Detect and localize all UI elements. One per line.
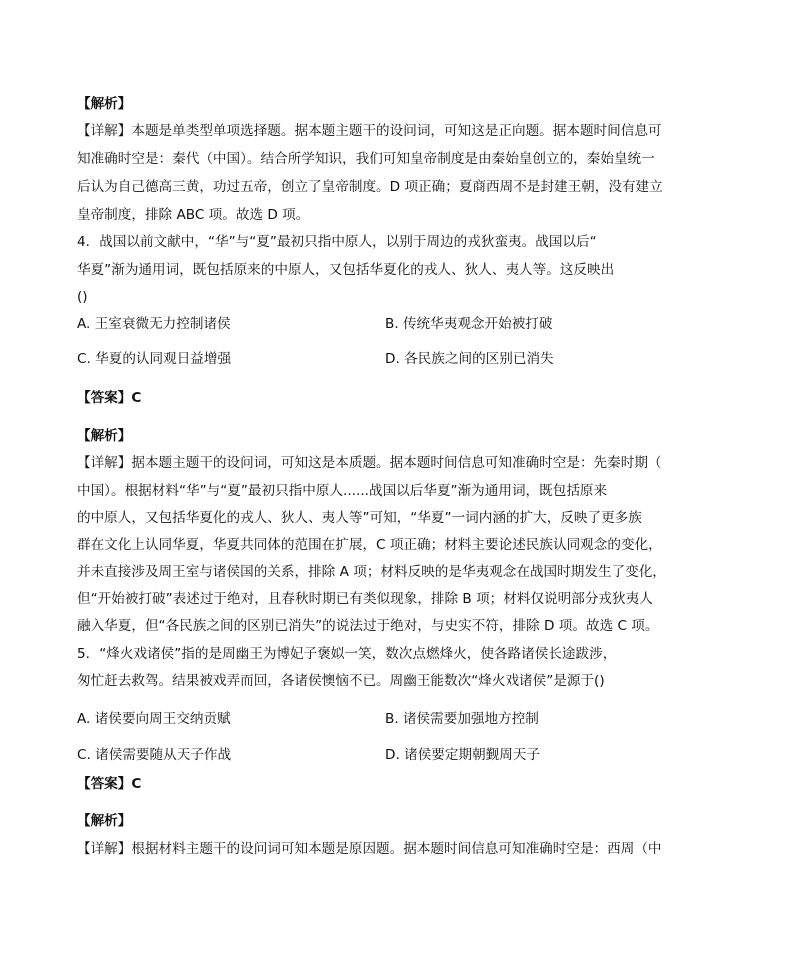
question-stem-line: 华夏”渐为通用词，既包括原来的中原人，又包括华夏化的戎人、狄人、夷人等。这反映出	[77, 262, 615, 278]
explanation-line: 知准确时空是：秦代（中国）。结合所学知识，我们可知皇帝制度是由秦始皇创立的，秦始皇统一	[77, 151, 655, 167]
explanation-line: 【详解】本题是单类型单项选择题。据本题主题干的设问词，可知这是正向题。据本题时间信息可	[77, 123, 662, 139]
option-c: C. 华夏的认同观日益增强	[77, 351, 232, 367]
question-stem-line: 4．战国以前文献中，“华”与“夏”最初只指中原人，以别于周边的戎狄蛮夷。战国以后“	[77, 234, 597, 250]
question-stem-line: ()	[77, 289, 88, 305]
question-stem-line: 5．“烽火戏诸侯”指的是周幽王为博妃子褒姒一笑，数次点燃烽火，使各路诸侯长途跋涉，	[77, 646, 617, 662]
explanation-line: 皇帝制度，排除 ABC 项。故选 D 项。	[77, 207, 310, 223]
explanation-line: 融入华夏，但“各民族之间的区别已消失”的说法过于绝对，与史实不符，排除 D 项。故选 C 项。	[77, 618, 659, 634]
option-d: D. 各民族之间的区别已消失	[385, 351, 554, 367]
option-a: A. 诸侯要向周王交纳贡赋	[77, 711, 231, 727]
option-c: C. 诸侯需要随从天子作战	[77, 747, 232, 763]
explanation-line: 的中原人，又包括华夏化的戎人、狄人、夷人等”可知，“华夏”一词内涵的扩大，反映了更多族	[77, 510, 642, 526]
option-b: B. 传统华夷观念开始被打破	[385, 316, 553, 332]
analysis-heading: 【解析】	[77, 813, 132, 829]
option-a: A. 王室衰微无力控制诸侯	[77, 316, 231, 332]
explanation-line: 【详解】据本题主题干的设问词，可知这是本质题。据本题时间信息可知准确时空是：先秦时期（	[77, 455, 662, 471]
explanation-line: 【详解】根据材料主题干的设问词可知本题是原因题。据本题时间信息可知准确时空是：西周（中	[77, 841, 662, 857]
explanation-line: 并未直接涉及周王室与诸侯国的关系，排除 A 项；材料反映的是华夷观念在战国时期发生了变化，	[77, 564, 666, 580]
explanation-line: 中国）。根据材料“华”与“夏”最初只指中原人......战国以后华夏”渐为通用词，既包括原来	[77, 483, 608, 499]
explanation-line: 群在文化上认同华夏，华夏共同体的范围在扩展，C 项正确；材料主要论述民族认同观念的变化，	[77, 537, 662, 553]
explanation-line: 后认为自己德高三黄，功过五帝，创立了皇帝制度。D 项正确；夏商西周不是封建王朝，没有建立	[77, 179, 663, 195]
option-b: B. 诸侯需要加强地方控制	[385, 711, 539, 727]
explanation-line: 但“开始被打破”表述过于绝对，且春秋时期已有类似现象，排除 B 项；材料仅说明部分戎狄夷人	[77, 591, 653, 607]
analysis-heading: 【解析】	[77, 96, 132, 112]
answer-label: 【答案】C	[77, 390, 142, 406]
question-stem-line: 匆忙赶去救驾。结果被戏弄而回，各诸侯懊恼不已。周幽王能数次“烽火戏诸侯”是源于()	[77, 673, 605, 689]
option-d: D. 诸侯要定期朝觐周天子	[385, 747, 541, 763]
analysis-heading: 【解析】	[77, 428, 132, 444]
answer-label: 【答案】C	[77, 776, 142, 792]
